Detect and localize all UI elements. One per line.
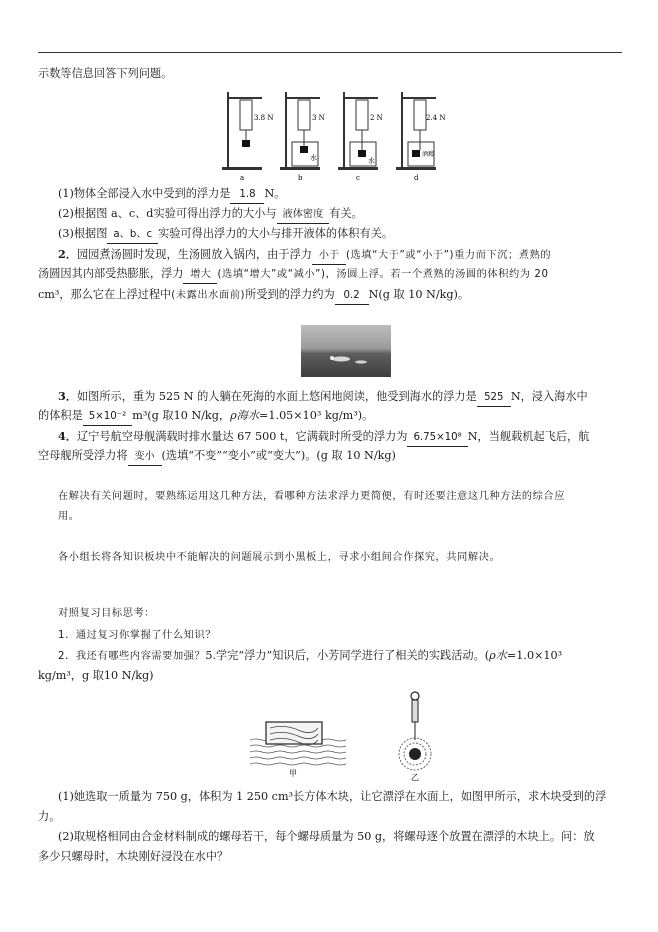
q2-line3: cm³，那么它在上浮过程中(未露出水面前)所受到的浮力约为 0.2 N(g 取 10 N/kg)。	[38, 287, 628, 305]
group-note: 各小组长将各知识板块中不能解决的问题展示到小黑板上，寻求小组间合作探究，共同解决。	[58, 552, 501, 563]
label-a: a	[240, 174, 245, 182]
apparatus-c	[338, 92, 383, 182]
q2-line1: 2．园园煮汤圆时发现，生汤圆放入锅内，由于浮力 小于 (选填“大于”或“小于”)重力而下沉；煮熟的	[58, 246, 648, 265]
q1-answer2: 液体密度	[277, 207, 330, 224]
q4-answer1: 6.75×10⁸	[407, 430, 467, 447]
figure-jia-label: 甲	[289, 769, 297, 778]
q1-part2: (2)根据图 a、c、d实验可得出浮力的大小与 液体密度 有关。	[58, 206, 648, 224]
review-item-1: 1．通过复习你掌握了什么知识？	[58, 630, 217, 641]
q2-line2: 汤圆因其内部受热膨胀，浮力 增大 (选填“增大”或“减小”)，汤圆上浮。若一个煮熟的汤圆的体积约为 20	[38, 266, 628, 284]
review-item-2: 2．我还有哪些内容需要加强？5.学完“浮力”知识后，小芳同学进行了相关的实践活动。(ρ水=1.0×10³	[58, 649, 563, 662]
q3-line1: 3．如图所示，重为 525 N 的人躺在死海的水面上悠闲地阅读，他受到海水的浮力是 525 N，浸入海水中	[58, 388, 648, 407]
q4-answer2: 变小	[128, 449, 162, 466]
q4-line1: 4．辽宁号航空母舰满载时排水量达 67 500 t，它满载时所受的浮力为 6.75×10⁸ N，当舰载机起飞后，航	[58, 428, 648, 447]
q1-part1: (1)物体全部浸入水中受到的浮力是 1.8 N。	[58, 186, 648, 204]
review-item-2-cont: kg/m³，g 取10 N/kg)	[38, 669, 154, 682]
p5-part2-line1: (2)取规格相同由合金材料制成的螺母若干，每个螺母质量为 50 g，将螺母逐个放置在漂浮的木块上。问：放	[58, 830, 595, 843]
q2-answer3: 0.2	[335, 288, 369, 305]
figure-yi-label: 乙	[411, 773, 419, 782]
p5-part1-line2: 力。	[38, 810, 61, 823]
q1-answer3: a、b、c	[107, 227, 158, 244]
reading-b: 3 N	[312, 114, 325, 122]
reading-c: 2 N	[370, 114, 383, 122]
q1-part3: (3)根据图 a、b、c 实验可得出浮力的大小与排开液体的体积有关。	[58, 226, 648, 244]
p5-part1-line1: (1)她选取一质量为 750 g，体积为 1 250 cm³长方体木块，让它漂浮在水面上，如图甲所示，求木块受到的浮	[58, 790, 607, 803]
label-b: b	[298, 174, 303, 182]
spring-scale-figure	[218, 90, 446, 182]
figure-yi	[390, 690, 440, 782]
apparatus-a	[222, 92, 273, 182]
apparatus-d	[396, 92, 445, 182]
reading-d: 2.4 N	[426, 114, 446, 122]
label-c: c	[356, 174, 360, 182]
figure-jia	[248, 716, 348, 778]
label-d: d	[414, 174, 419, 182]
p5-part2-line2: 多少只螺母时，木块刚好浸没在水中？	[38, 850, 229, 863]
liquid-b: 水	[310, 154, 317, 162]
liquid-c: 水	[368, 157, 375, 165]
apparatus-b	[280, 92, 325, 182]
method-note-line1: 在解决有关问题时，要熟练运用这几种方法，看哪种方法求浮力更简便，有时还要注意这几种方法的综合应	[58, 491, 566, 502]
q2-answer1: 小于	[312, 248, 346, 265]
review-title: 对照复习目标思考：	[58, 608, 156, 619]
q1-answer1: 1.8	[230, 187, 264, 204]
dead-sea-photo	[301, 325, 391, 377]
q3-line2: 的体积是 5×10⁻²m³(g 取10 N/kg，ρ海水=1.05×10³ kg/m³)。	[38, 408, 628, 426]
q3-answer2: 5×10⁻²	[83, 409, 132, 426]
reading-a: 3.8 N	[254, 114, 274, 122]
q4-line2: 空母舰所受浮力将 变小 (选填“不变”“变小”或“变大”)。(g 取 10 N/kg)	[38, 448, 628, 466]
method-note-line2: 用。	[58, 511, 80, 522]
q2-answer2: 增大	[183, 267, 217, 284]
liquid-d: 酒精	[422, 151, 435, 158]
intro-text: 示数等信息回答下列问题。	[38, 67, 173, 80]
q3-answer1: 525	[477, 390, 511, 407]
header-rule	[38, 52, 622, 53]
